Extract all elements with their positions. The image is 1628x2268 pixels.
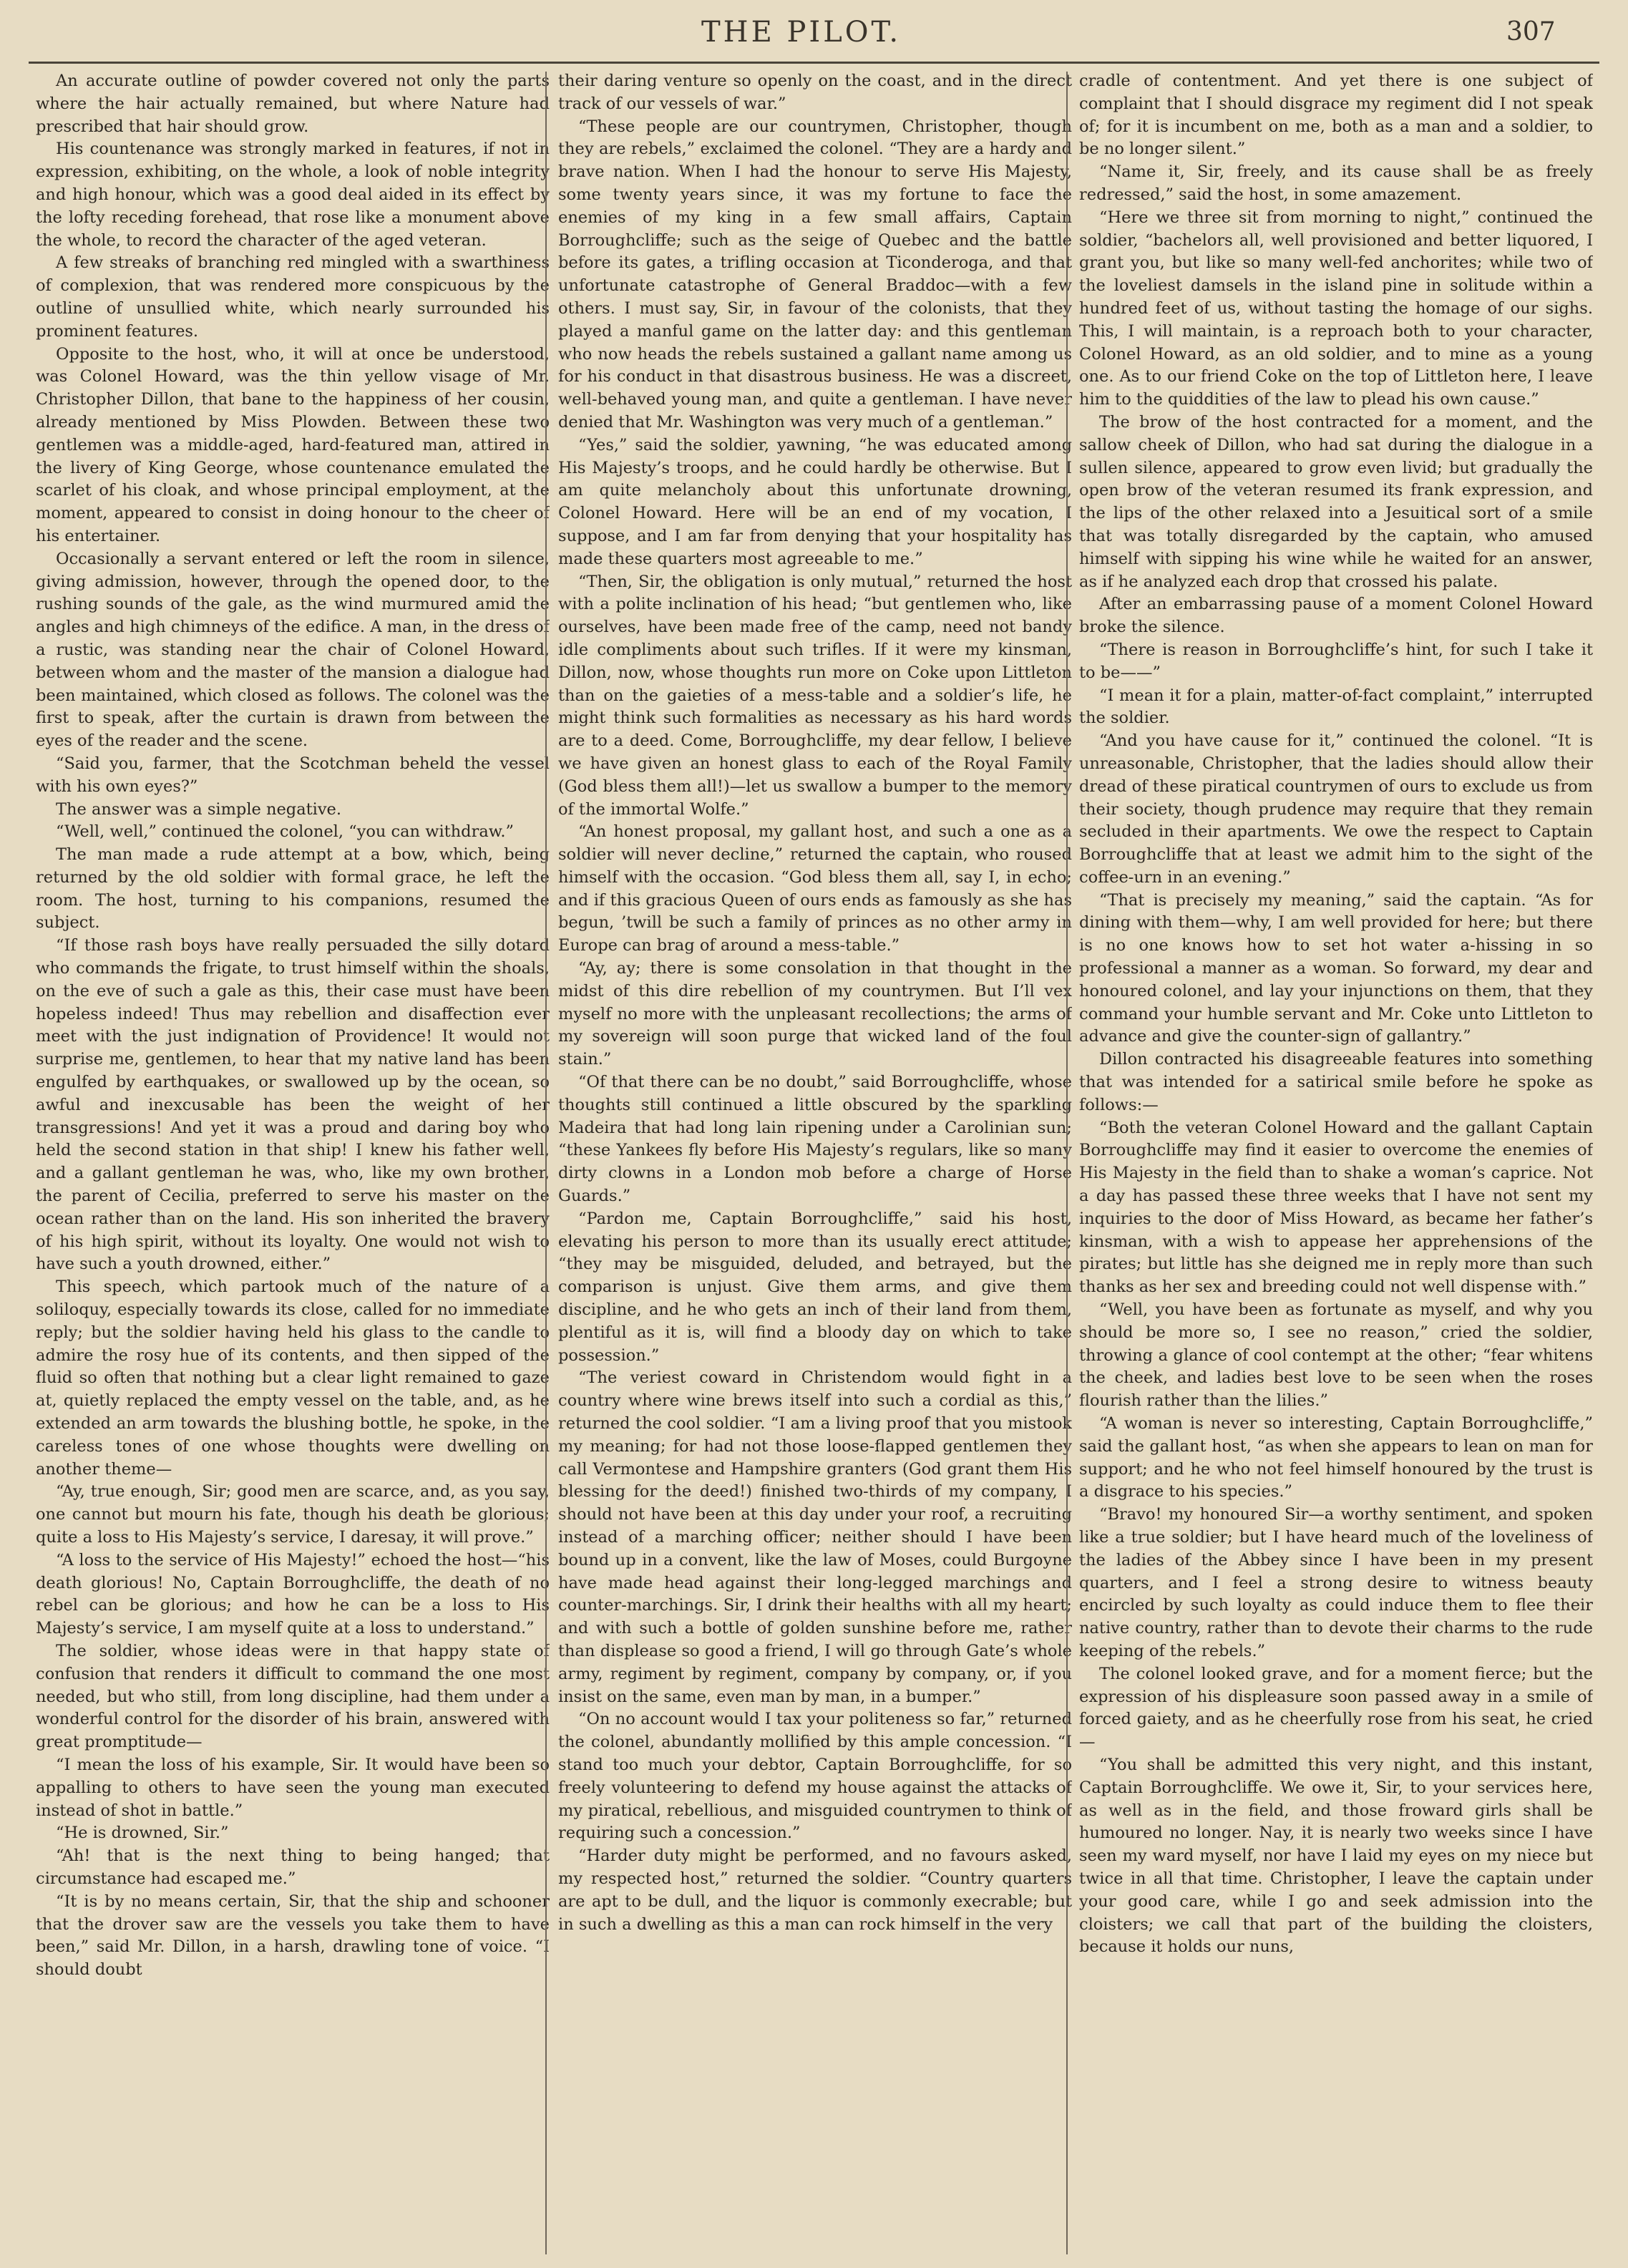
paragraph: “There is reason in Borroughcliffe’s hint, for such I take it to be——” xyxy=(1079,640,1593,682)
paragraph: The answer was a simple negative. xyxy=(56,799,342,819)
column-divider xyxy=(1066,72,1068,2254)
paragraph: An accurate outline of powder covered not only the parts where the hair actually remained, but where Nature had prescribed that hair should grow. xyxy=(36,72,550,136)
paragraph: “Here we three sit from morning to night,” continued the soldier, “bachelors all, well provisioned and better liquored, I grant you, but like so many well-fed anchorites; while two of the loveliest damsels in the island pine in solitude within a hundred feet of us, without tasting the homage of our sighs. This, I will maintain, is a reproach both to your character, Colonel Howard, as an old soldier, and to mine as a young one. As to our friend Coke on the top of Littleton here, I leave him to the quiddities of the law to plead his own cause.” xyxy=(1079,208,1593,409)
paragraph: “Said you, farmer, that the Scotchman beheld the vessel with his own eyes?” xyxy=(36,754,550,796)
paragraph: “That is precisely my meaning,” said the captain. “As for dining with them—why, I am well provided for here; but there is no one knows how to set hot water a-hissing in so professional a manner as a woman. So forward, my dear and honoured colonel, and lay your injunctions on them, that they command your humble servant and Mr. Coke unto Littleton to advance and give the counter-sign of gallantry.” xyxy=(1079,890,1593,1046)
paragraph: The brow of the host contracted for a moment, and the sallow cheek of Dillon, who had sat during the dialogue in a sullen silence, appeared to grow even livid; but gradually the open brow of the veteran resumed its frank expression, and the lips of the other relaxed into a Jesuitical sort of a smile that was totally disregarded by the captain, who amused himself with sipping his wine while he waited for an answer, as if he analyzed each drop that crossed his palate. xyxy=(1079,412,1593,591)
paragraph: Dillon contracted his disagreeable features into something that was intended for a satirical smile before he spoke as follows:— xyxy=(1079,1050,1593,1114)
paragraph: His countenance was strongly marked in features, if not in expression, exhibiting, on the whole, a look of noble integrity and high honour, which was a good deal aided in its effect by the lofty receding forehead, that rose like a monument above the whole, to record the character of the aged veteran. xyxy=(36,140,550,250)
paragraph: “Both the veteran Colonel Howard and the gallant Captain Borroughcliffe may find it easier to overcome the enemies of His Majesty in the field than to shake a woman’s caprice. Not a day has passed these three weeks that I have not sent my inquiries to the door of Miss Howard, as became her father’s kinsman, with a wish to appease her apprehensions of the pirates; but little has she deigned me in reply more than such thanks as her sex and breeding could not well dispense with.” xyxy=(1079,1118,1593,1297)
page-header xyxy=(0,0,1628,69)
paragraph: “I mean the loss of his example, Sir. It would have been so appalling to others to have seen the young man executed instead of shot in battle.” xyxy=(36,1755,550,1820)
paragraph: “On no account would I tax your politeness so far,” returned the colonel, abundantly mollified by this ample concession. “I stand too much your debtor, Captain Borroughcliffe, for so freely volunteering to defend my house against the attacks of my piratical, rebellious, and misguided countrymen to think of requiring such a concession.” xyxy=(558,1710,1072,1843)
paragraph: “Yes,” said the soldier, yawning, “he was educated among His Majesty’s troops, and he could hardly be otherwise. But I am quite melancholy about this unfortunate drowning, Colonel Howard. Here will be an end of my vocation, I suppose, and I am far from denying that your hospitality has made these quarters most agreeable to me.” xyxy=(558,435,1072,568)
paragraph: “The veriest coward in Christendom would fight in a country where wine brews itself into such a cordial as this,” returned the cool soldier. “I am a living proof that you mistook my meaning; for had not those loose-flapped gentlemen they call Vermontese and Hampshire granters (God grant them His blessing for the deed!) finished two-thirds of my company, I should not have been at this day under your roof, a recruiting instead of a marching officer; neither should I have been bound up in a convent, like the law of Moses, could Burgoyne have made head against their long-legged marchings and counter-marchings. Sir, I drink their healths with all my heart; and with such a bottle of golden sunshine before me, rather than displease so good a friend, I will go through Gate’s whole army, regiment by regiment, company by company, or, if you insist on the same, even man by man, in a bumper.” xyxy=(558,1368,1072,1706)
paragraph: “Harder duty might be performed, and no favours asked, my respected host,” returned the soldier. “Country quarters are apt to be dull, and the liquor is commonly execrable; but in such a dwelling as this a man can rock himself in the very xyxy=(558,1846,1072,1934)
paragraph: “Well, well,” continued the colonel, “you can withdraw.” xyxy=(56,822,514,842)
paragraph: “Ay, ay; there is some consolation in that thought in the midst of this dire rebellion of my countrymen. But I’ll vex myself no more with the unpleasant recollections; the arms of my sovereign will soon purge that wicked land of the foul stain.” xyxy=(558,959,1072,1069)
header-rule xyxy=(29,62,1599,64)
page-number: 307 xyxy=(1506,17,1556,47)
paragraph: “A loss to the service of His Majesty!” echoed the host—“his death glorious! No, Captain Borroughcliffe, the death of no rebel can be glorious; and how he can be a loss to His Majesty’s service, I am myself quite at a loss to understand.” xyxy=(36,1550,550,1638)
text-column-3 xyxy=(1079,70,1593,2259)
paragraph: “Ay, true enough, Sir; good men are scarce, and, as you say, one cannot but mourn his fate, though his death be glorious; quite a loss to His Majesty’s service, I daresay, it will prove.” xyxy=(36,1482,550,1547)
paragraph: Opposite to the host, who, it will at once be understood, was Colonel Howard, was the thin yellow visage of Mr. Christopher Dillon, that bane to the happiness of her cousin, already mentioned by Miss Plowden. Between these two gentlemen was a middle-aged, hard-featured man, attired in the livery of King George, whose countenance emulated the scarlet of his cloak, and whose principal employment, at the moment, appeared to consist in doing honour to the cheer of his entertainer. xyxy=(36,344,550,545)
paragraph: “If those rash boys have really persuaded the silly dotard who commands the frigate, to trust himself within the shoals, on the eve of such a gale as this, their case must have been hopeless indeed! Thus may rebellion and disaffection ever meet with the just indignation of Providence! It would not surprise me, gentlemen, to hear that my native land has been engulfed by earthquakes, or swallowed up by the ocean, so awful and inexcusable has been the weight of her transgressions! And yet it was a proud and daring boy who held the second station in that ship! I knew his father well, and a gallant gentleman he was, who, like my own brother, the parent of Cecilia, preferred to serve his master on the ocean rather than on the land. His son inherited the bravery of his high spirit, without its loyalty. One would not wish to have such a youth drowned, either.” xyxy=(36,936,550,1274)
paragraph: cradle of contentment. And yet there is one subject of complaint that I should disgrace my regiment did I not speak of; for it is incumbent on me, both as a man and a soldier, to be no longer silent.” xyxy=(1079,72,1593,159)
paragraph: The man made a rude attempt at a bow, which, being returned by the old soldier with formal grace, he left the room. The host, turning to his companions, resumed the subject. xyxy=(36,845,550,933)
paragraph: “Well, you have been as fortunate as myself, and why you should be more so, I see no reason,” cried the soldier, throwing a glance of cool contempt at the other; “fear whitens the cheek, and ladies best love to be seen when the roses flourish rather than the lilies.” xyxy=(1079,1300,1593,1411)
paragraph: “He is drowned, Sir.” xyxy=(56,1824,229,1843)
paragraph: “It is by no means certain, Sir, that the ship and schooner that the drover saw are the vessels you take them to have been,” said Mr. Dillon, in a harsh, drawling tone of voice. “I should doubt xyxy=(36,1892,550,1980)
paragraph: A few streaks of branching red mingled with a swarthiness of complexion, that was rendered more conspicuous by the outline of unsullied white, which nearly surrounded his prominent features. xyxy=(36,253,550,341)
text-column-2 xyxy=(558,70,1072,2259)
paragraph: “Ah! that is the next thing to being hanged; that circumstance had escaped me.” xyxy=(36,1846,550,1888)
paragraph: This speech, which partook much of the nature of a soliloquy, especially towards its close, called for no immediate reply; but the soldier having held his glass to the candle to admire the rosy hue of its contents, and then sipped of the fluid so often that nothing but a clear light remained to gaze at, quietly replaced the empty vessel on the table, and, as he extended an arm towards the blushing bottle, he spoke, in the careless tones of one whose thoughts were dwelling on another theme— xyxy=(36,1277,550,1479)
paragraph: After an embarrassing pause of a moment Colonel Howard broke the silence. xyxy=(1079,595,1593,637)
paragraph: The soldier, whose ideas were in that happy state of confusion that renders it difficult to command the one most needed, but who still, from long discipline, had them under a wonderful control for the disorder of his brain, answered with great promptitude— xyxy=(36,1641,550,1752)
running-title: THE PILOT. xyxy=(701,16,902,49)
column-divider xyxy=(545,72,547,2254)
paragraph: Occasionally a servant entered or left the room in silence, giving admission, however, through the opened door, to the rushing sounds of the gale, as the wind murmured amid the angles and high chimneys of the edifice. A man, in the dress of a rustic, was standing near the chair of Colonel Howard, between whom and the master of the mansion a dialogue had been maintained, which closed as follows. The colonel was the first to speak, after the curtain is drawn from between the eyes of the reader and the scene. xyxy=(36,549,550,751)
paragraph: “Then, Sir, the obligation is only mutual,” returned the host with a polite inclination of his head; “but gentlemen who, like ourselves, have been made free of the camp, need not bandy idle compliments about such trifles. If it were my kinsman, Dillon, now, whose thoughts run more on Coke upon Littleton than on the gaieties of a mess-table and a soldier’s life, he might think such formalities as necessary as his hard words are to a deed. Come, Borroughcliffe, my dear fellow, I believe we have given an honest glass to each of the Royal Family (God bless them all!)—let us swallow a bumper to the memory of the immortal Wolfe.” xyxy=(558,572,1072,819)
paragraph: “Pardon me, Captain Borroughcliffe,” said his host, elevating his person to more than its usually erect attitude; “they may be misguided, deluded, and betrayed, but the comparison is unjust. Give them arms, and give them discipline, and he who gets an inch of their land from them, plentiful as it is, will find a bloody day on which to take possession.” xyxy=(558,1209,1072,1365)
paragraph: “And you have cause for it,” continued the colonel. “It is unreasonable, Christopher, that the ladies should allow their dread of these piratical countrymen of ours to exclude us from their society, though prudence may require that they remain secluded in their apartments. We owe the respect to Captain Borroughcliffe that at least we admit him to the sight of the coffee-urn in an evening.” xyxy=(1079,731,1593,887)
paragraph: “These people are our countrymen, Christopher, though they are rebels,” exclaimed the colonel. “They are a hardy and brave nation. When I had the honour to serve His Majesty, some twenty years since, it was my fortune to face the enemies of my king in a few small affairs, Captain Borroughcliffe; such as the seige of Quebec and the battle before its gates, a trifling occasion at Ticonderoga, and that unfortunate catastrophe of General Braddoc—with a few others. I must say, Sir, in favour of the colonists, that they played a manful game on the latter day: and this gentleman who now heads the rebels sustained a gallant name among us for his conduct in that disastrous business. He was a discreet, well-behaved young man, and quite a gentleman. I have never denied that Mr. Washington was very much of a gentleman.” xyxy=(558,117,1072,432)
paragraph: The colonel looked grave, and for a moment fierce; but the expression of his displeasure soon passed away in a smile of forced gaiety, and as he cheerfully rose from his seat, he cried— xyxy=(1079,1664,1593,1752)
paragraph: their daring venture so openly on the coast, and in the direct track of our vessels of war.” xyxy=(558,72,1072,113)
paragraph: “A woman is never so interesting, Captain Borroughcliffe,” said the gallant host, “as when she appears to lean on man for support; and he who not feel himself honoured by the trust is a disgrace to his species.” xyxy=(1079,1414,1593,1502)
paragraph: “Of that there can be no doubt,” said Borroughcliffe, whose thoughts still continued a little obscured by the sparkling Madeira that had long lain ripening under a Carolinian sun; “these Yankees fly before His Majesty’s regulars, like so many dirty clowns in a London mob before a charge of Horse Guards.” xyxy=(558,1073,1072,1206)
paragraph: “Name it, Sir, freely, and its cause shall be as freely redressed,” said the host, in some amazement. xyxy=(1079,162,1593,204)
paragraph: “Bravo! my honoured Sir—a worthy sentiment, and spoken like a true soldier; but I have heard much of the loveliness of the ladies of the Abbey since I have been in my present quarters, and I feel a strong desire to witness beauty encircled by such loyalty as could induce them to flee their native country, rather than to devote their charms to the rude keeping of the rebels.” xyxy=(1079,1505,1593,1660)
paragraph: “An honest proposal, my gallant host, and such a one as a soldier will never decline,” returned the captain, who roused himself with the occasion. “God bless them all, say I, in echo; and if this gracious Queen of ours ends as famously as she has begun, ’twill be such a family of princes as no other army in Europe can brag of around a mess-table.” xyxy=(558,822,1072,955)
paragraph: “You shall be admitted this very night, and this instant, Captain Borroughcliffe. We owe it, Sir, to your services here, as well as in the field, and those froward girls shall be humoured no longer. Nay, it is nearly two weeks since I have seen my ward myself, nor have I laid my eyes on my niece but twice in all that time. Christopher, I leave the captain under your good care, while I go and seek admission into the cloisters; we call that part of the building the cloisters, because it holds our nuns, xyxy=(1079,1755,1593,1957)
paragraph: “I mean it for a plain, matter-of-fact complaint,” interrupted the soldier. xyxy=(1079,686,1593,728)
text-column-1 xyxy=(36,70,550,2259)
